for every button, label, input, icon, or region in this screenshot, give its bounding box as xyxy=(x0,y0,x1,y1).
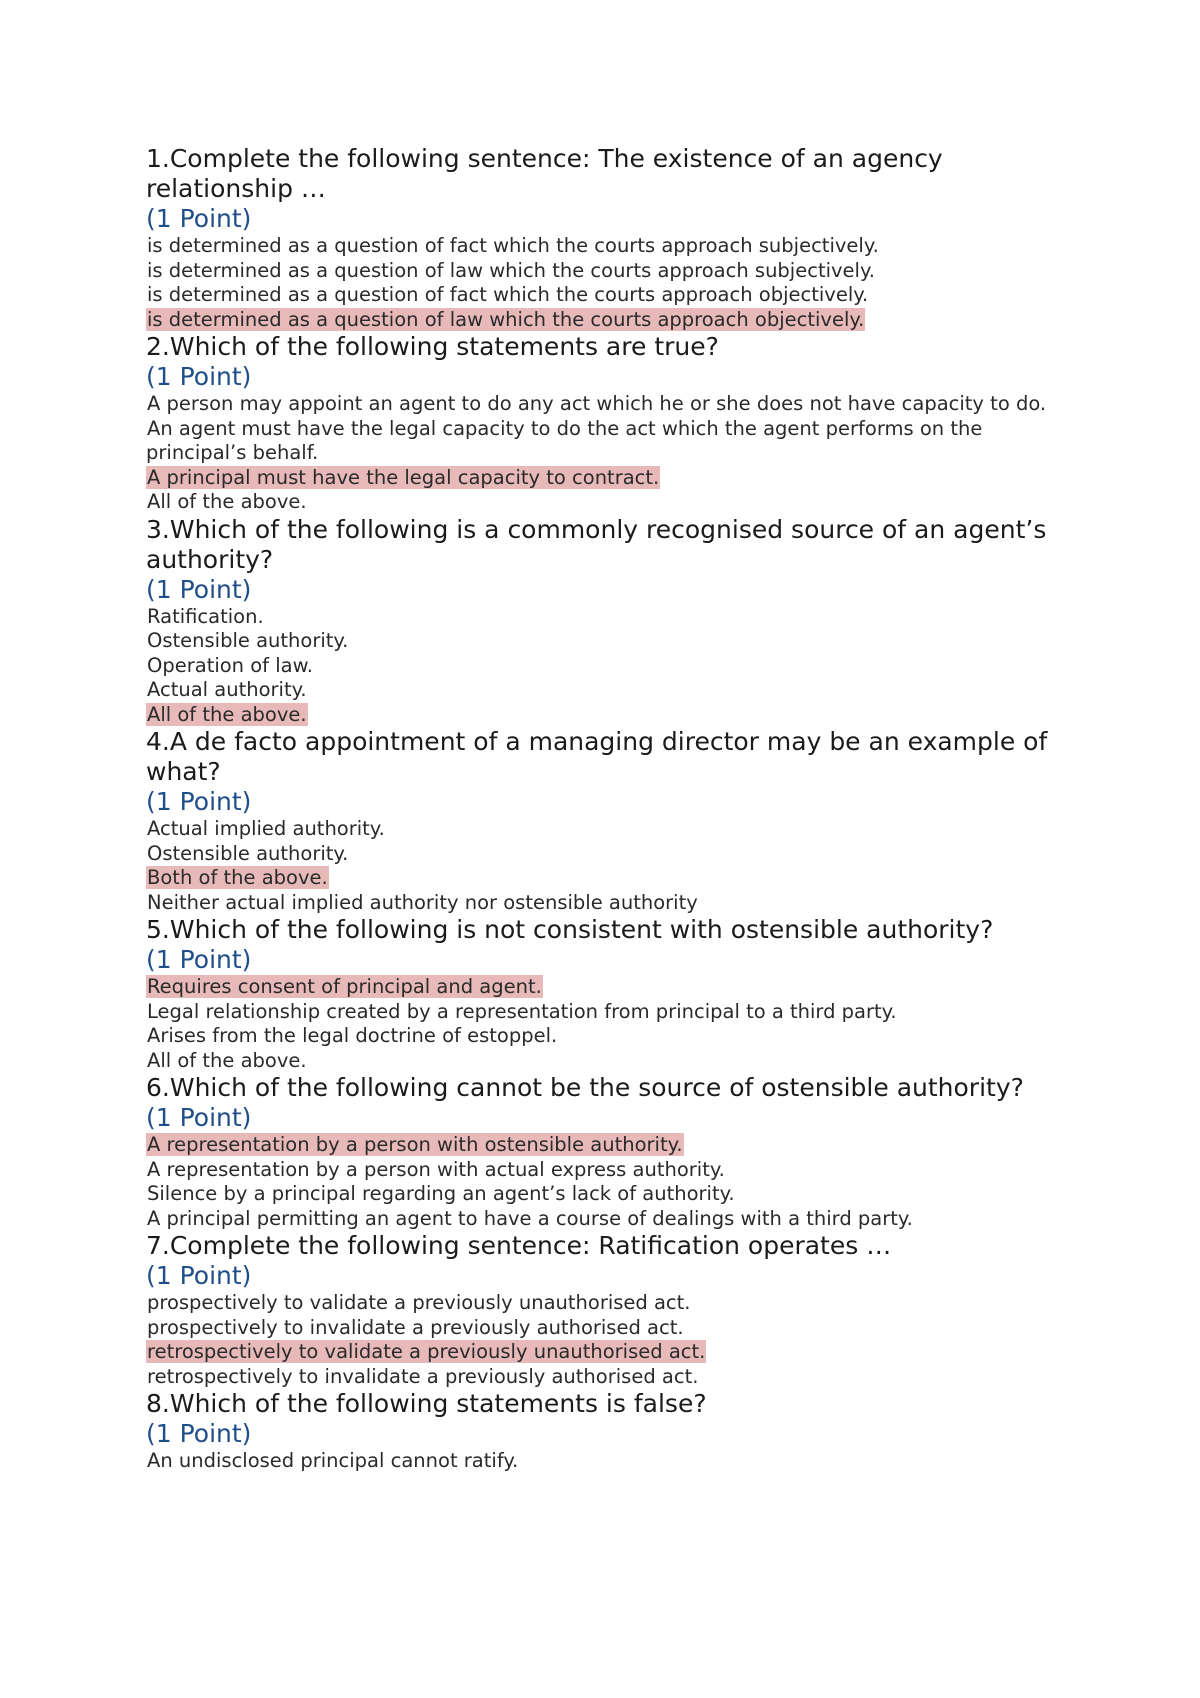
question-points: (1 Point) xyxy=(146,574,252,604)
answer-option-text: Ostensible authority. xyxy=(147,841,349,865)
quiz-document xyxy=(146,144,1076,1474)
answer-option xyxy=(146,490,1076,515)
answer-option-text: Ostensible authority. xyxy=(147,629,349,652)
answer-option xyxy=(146,654,1076,679)
answer-option xyxy=(146,1000,1076,1025)
answer-option xyxy=(146,678,1076,703)
question-points: (1 Point) xyxy=(146,1103,252,1132)
answer-option xyxy=(146,605,1076,630)
answer-option-text: is determined as a question of fact which the courts approach subjectively. xyxy=(147,234,879,257)
answer-option-text: retrospectively to invalidate a previously authorised act. xyxy=(147,1364,699,1388)
question-block xyxy=(146,915,1076,1073)
answer-option-text: An undisclosed principal cannot ratify. xyxy=(147,1449,519,1472)
answer-option xyxy=(146,629,1076,654)
answer-option xyxy=(146,1365,1076,1390)
question-points: (1 Point) xyxy=(146,1419,252,1448)
answer-option-text: All of the above. xyxy=(147,702,307,726)
answer-option xyxy=(146,1449,1076,1474)
answer-option-text: prospectively to invalidate a previously authorised act. xyxy=(147,1315,684,1339)
answer-option-text: All of the above. xyxy=(147,1048,307,1072)
answer-option xyxy=(146,817,1076,842)
answer-option xyxy=(146,283,1076,308)
question-title: 2.Which of the following statements are true? xyxy=(146,332,719,361)
answer-option-text: Arises from the legal doctrine of estoppel. xyxy=(147,1024,558,1047)
answer-option-text: A principal permitting an agent to have a course of dealings with a third party. xyxy=(147,1206,913,1230)
answer-option-text: A representation by a person with ostensible authority. xyxy=(147,1133,683,1156)
answer-option-text: is determined as a question of law which the courts approach objectively. xyxy=(147,307,865,331)
question-title: 8.Which of the following statements is false? xyxy=(146,1389,707,1418)
answer-option-text: An agent must have the legal capacity to do the act which the agent performs on the principal’s behalf. xyxy=(146,416,983,464)
answer-option xyxy=(146,1158,1076,1183)
answer-option xyxy=(146,1049,1076,1074)
question-points: (1 Point) xyxy=(146,204,252,233)
question-block xyxy=(146,1231,1076,1389)
question-points: (1 Point) xyxy=(146,787,252,816)
answer-option-text: Operation of law. xyxy=(147,653,313,677)
question-points: (1 Point) xyxy=(146,1261,252,1290)
answer-option xyxy=(146,1024,1076,1049)
answer-option-text: Requires consent of principal and agent. xyxy=(147,975,542,998)
question-block xyxy=(146,1389,1076,1474)
answer-option-highlighted xyxy=(146,1133,1076,1158)
question-title: 5.Which of the following is not consistent with ostensible authority? xyxy=(146,915,994,944)
question-block xyxy=(146,727,1076,915)
answer-option-text: Ratification. xyxy=(147,604,264,628)
answer-option-text: Actual authority. xyxy=(147,678,307,701)
answer-option xyxy=(146,1291,1076,1316)
question-block xyxy=(146,144,1076,332)
answer-option-text: A principal must have the legal capacity to contract. xyxy=(147,465,660,489)
question-title: 3.Which of the following is a commonly recognised source of an agent’s authority? xyxy=(146,514,1047,574)
answer-option-text: Both of the above. xyxy=(147,866,328,889)
answer-option-text: prospectively to validate a previously unauthorised act. xyxy=(147,1291,691,1314)
answer-option-text: Actual implied authority. xyxy=(147,817,385,840)
question-title: 6.Which of the following cannot be the source of ostensible authority? xyxy=(146,1073,1024,1102)
answer-option-highlighted xyxy=(146,466,1076,491)
answer-option-highlighted xyxy=(146,703,1076,728)
question-title: 1.Complete the following sentence: The existence of an agency relationship … xyxy=(146,144,943,203)
question-block xyxy=(146,332,1076,515)
answer-option-text: Neither actual implied authority nor ostensible authority xyxy=(147,890,698,914)
answer-option-highlighted xyxy=(146,1340,1076,1365)
question-block xyxy=(146,1073,1076,1231)
question-block xyxy=(146,515,1076,728)
answer-option-text: Legal relationship created by a representation from principal to a third party. xyxy=(147,999,897,1023)
answer-option xyxy=(146,891,1076,916)
answer-option xyxy=(146,259,1076,284)
answer-option-highlighted xyxy=(146,308,1076,333)
answer-option-text: is determined as a question of fact which the courts approach objectively. xyxy=(147,283,869,306)
answer-option-text: Silence by a principal regarding an agent’s lack of authority. xyxy=(147,1182,735,1205)
answer-option-highlighted xyxy=(146,866,1076,891)
answer-option xyxy=(146,234,1076,259)
answer-option-text: All of the above. xyxy=(147,490,307,513)
question-points: (1 Point) xyxy=(146,945,252,974)
question-title: 7.Complete the following sentence: Ratification operates … xyxy=(146,1231,892,1260)
answer-option-text: A person may appoint an agent to do any act which he or she does not have capacity to do. xyxy=(147,392,1047,415)
answer-option xyxy=(146,842,1076,867)
answer-option xyxy=(146,1316,1076,1341)
answer-option xyxy=(146,1182,1076,1207)
answer-option-text: is determined as a question of law which the courts approach subjectively. xyxy=(147,258,875,282)
answer-option-text: A representation by a person with actual express authority. xyxy=(147,1157,725,1181)
answer-option xyxy=(146,1207,1076,1232)
answer-option-text: retrospectively to validate a previously unauthorised act. xyxy=(147,1340,706,1363)
answer-option xyxy=(146,417,1076,466)
answer-option xyxy=(146,392,1076,417)
question-points: (1 Point) xyxy=(146,362,252,391)
question-title: 4.A de facto appointment of a managing director may be an example of what? xyxy=(146,727,1048,786)
answer-option-highlighted xyxy=(146,975,1076,1000)
